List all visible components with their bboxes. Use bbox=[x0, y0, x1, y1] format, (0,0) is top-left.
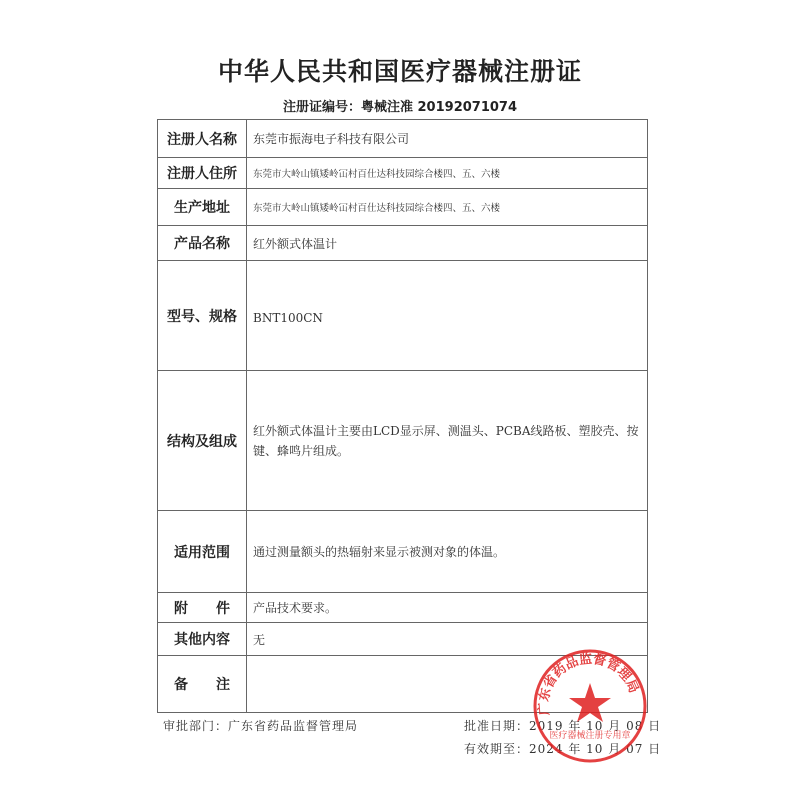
table-row bbox=[158, 120, 648, 158]
row-label: 注册人名称 bbox=[158, 120, 247, 158]
valid-until: 有效期至：2024 年 10 月 07 日 bbox=[464, 742, 662, 756]
row-label: 型号、规格 bbox=[158, 261, 247, 371]
row-label: 其他内容 bbox=[158, 623, 247, 656]
row-label: 附 件 bbox=[158, 593, 247, 623]
row-label: 适用范围 bbox=[158, 511, 247, 593]
certificate-table bbox=[157, 119, 648, 713]
row-label: 结构及组成 bbox=[158, 371, 247, 511]
document-title: 中华人民共和国医疗器械注册证 bbox=[217, 57, 582, 86]
row-label: 产品名称 bbox=[158, 226, 247, 261]
row-value: 通过测量额头的热辐射来显示被测对象的体温。 bbox=[247, 511, 648, 593]
row-value: 产品技术要求。 bbox=[247, 593, 648, 623]
table-row bbox=[158, 226, 648, 261]
table-row bbox=[158, 511, 648, 593]
row-label: 备 注 bbox=[158, 656, 247, 713]
official-seal bbox=[532, 648, 648, 764]
row-value: 东莞市大岭山镇矮岭冚村百仕达科技园综合楼四、五、六楼 bbox=[247, 189, 648, 226]
star-icon bbox=[569, 683, 611, 722]
row-value: 东莞市大岭山镇矮岭冚村百仕达科技园综合楼四、五、六楼 bbox=[247, 158, 648, 189]
approval-department: 审批部门：广东省药品监督管理局 bbox=[163, 719, 359, 733]
table-row bbox=[158, 371, 648, 511]
row-label: 生产地址 bbox=[158, 189, 247, 226]
certificate-number: 注册证编号：粤械注准 20192071074 bbox=[282, 100, 518, 115]
row-label: 注册人住所 bbox=[158, 158, 247, 189]
table-row bbox=[158, 593, 648, 623]
row-value: 红外额式体温计 bbox=[247, 226, 648, 261]
row-value: 东莞市振海电子科技有限公司 bbox=[247, 120, 648, 158]
table-row bbox=[158, 158, 648, 189]
seal-outer-text: 广东省药品监督管理局 bbox=[536, 651, 641, 716]
table-row bbox=[158, 261, 648, 371]
row-value: 无 bbox=[247, 623, 648, 656]
table-row bbox=[158, 189, 648, 226]
row-value: 红外额式体温计主要由LCD显示屏、测温头、PCBA线路板、塑胶壳、按键、蜂鸣片组成。 bbox=[247, 371, 648, 511]
approval-date: 批准日期：2019 年 10 月 08 日 bbox=[464, 719, 662, 733]
seal-inner-text: 医疗器械注册专用章 bbox=[549, 731, 631, 741]
row-value: BNT100CN bbox=[247, 261, 648, 371]
